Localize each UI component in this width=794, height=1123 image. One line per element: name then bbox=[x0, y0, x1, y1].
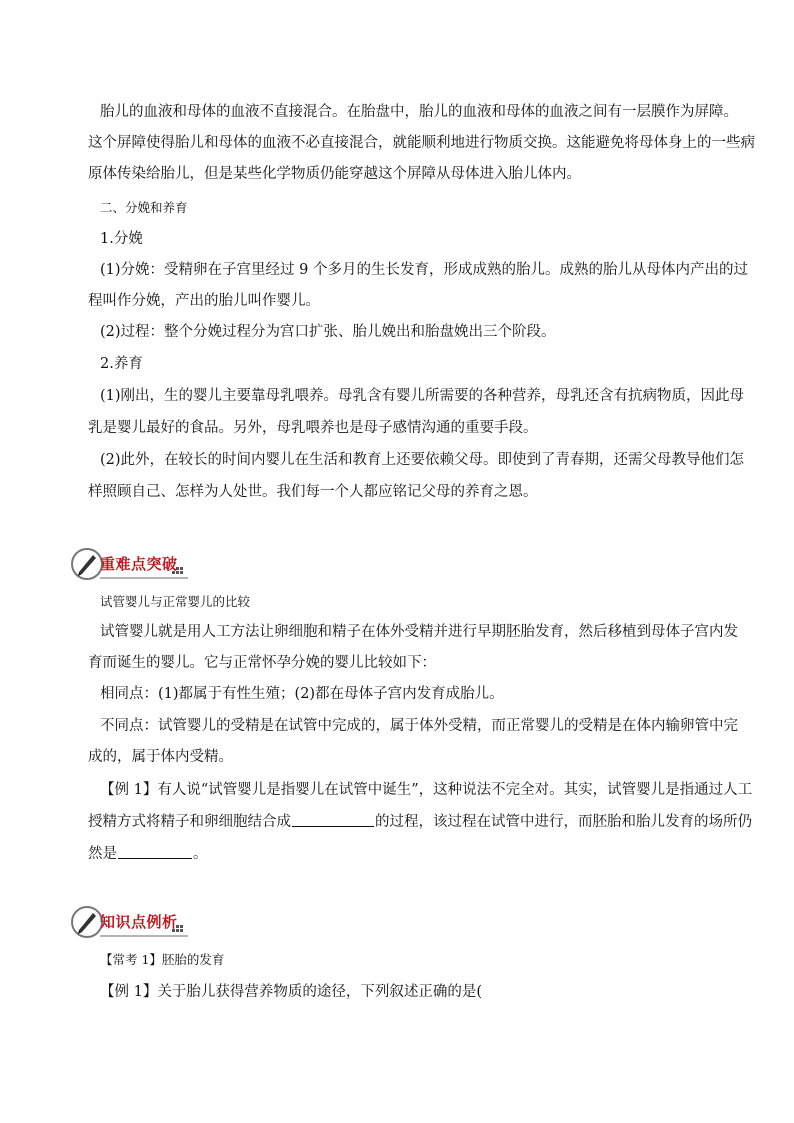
analysis-heading: 【常考 1】胚胎的发育 bbox=[100, 952, 225, 967]
intro-line-2: 这个屏障使得胎儿和母体的血液不必直接混合，就能顺利地进行物质交换。这能避免将母体身上的一些病 bbox=[88, 135, 755, 151]
nurture-1-line-1: (1)刚出，生的婴儿主要靠母乳喂养。母乳含有婴儿所需要的各种营养，母乳还含有抗病物质，因此母 bbox=[100, 388, 745, 404]
compare-para-line-2: 育而诞生的婴儿。它与正常怀孕分娩的婴儿比较如下： bbox=[88, 655, 436, 671]
example-line-2-start: 授精方式将精子和卵细胞结合成 bbox=[88, 814, 291, 830]
example-line-2 bbox=[88, 812, 752, 832]
analysis-title: 知识点例析 bbox=[100, 913, 178, 931]
answer-blank-1[interactable] bbox=[292, 812, 374, 827]
delivery-definition-line-2: 程叫作分娩，产出的胎儿叫作婴儿。 bbox=[88, 293, 320, 309]
compare-diff-line-1: 不同点：试管婴儿的受精是在试管中完成的，属于体外受精，而正常婴儿的受精是在体内输卵管中完 bbox=[100, 718, 738, 734]
subheading-nurture: 2.养育 bbox=[100, 356, 143, 372]
nurture-1-line-2: 乳是婴儿最好的食品。另外，母乳喂养也是母子感情沟通的重要手段。 bbox=[88, 420, 538, 436]
subheading-delivery: 1.分娩 bbox=[100, 231, 143, 247]
compare-para-line-1: 试管婴儿就是用人工方法让卵细胞和精子在体外受精并进行早期胚胎发育，然后移植到母体子宫内发 bbox=[100, 624, 738, 640]
intro-line-1: 胎儿的血液和母体的血液不直接混合。在胎盘中，胎儿的血液和母体的血液之间有一层膜作为屏障。 bbox=[100, 104, 738, 120]
answer-blank-2[interactable] bbox=[118, 844, 192, 859]
analysis-badge bbox=[70, 904, 194, 940]
section-heading-delivery: 二、分娩和养育 bbox=[100, 200, 188, 215]
analysis-example-line-1: 【例 1】关于胎儿获得营养物质的途径，下列叙述正确的是( bbox=[100, 984, 482, 1000]
example-line-1: 【例 1】有人说“试管婴儿是指婴儿在试管中诞生”，这种说法不完全对。其实，试管婴儿是指通过人工 bbox=[100, 782, 753, 798]
nurture-2-line-2: 样照顾自己、怎样为人处世。我们每一个人都应铭记父母的养育之恩。 bbox=[88, 484, 538, 500]
nurture-2-line-1: (2)此外，在较长的时间内婴儿在生活和教育上还要依赖父母。即使到了青春期，还需父母教导他们怎 bbox=[100, 452, 745, 468]
compare-heading: 试管婴儿与正常婴儿的比较 bbox=[100, 594, 251, 609]
delivery-process-line: (2)过程：整个分娩过程分为宫口扩张、胎儿娩出和胎盘娩出三个阶段。 bbox=[100, 324, 556, 340]
compare-same: 相同点：(1)都属于有性生殖；(2)都在母体子宫内发育成胎儿。 bbox=[100, 686, 504, 702]
compare-diff-line-2: 成的，属于体内受精。 bbox=[88, 749, 233, 765]
example-line-3-start: 然是 bbox=[88, 846, 117, 862]
example-line-3-end: 。 bbox=[193, 846, 208, 862]
delivery-definition-line-1: (1)分娩：受精卵在子宫里经过 9 个多月的生长发育，形成成熟的胎儿。成熟的胎儿从母体内产出的过 bbox=[100, 262, 748, 278]
key-points-title: 重难点突破 bbox=[100, 555, 178, 573]
example-line-3 bbox=[88, 844, 208, 864]
example-line-2-end: 的过程，该过程在试管中进行，而胚胎和胎儿发育的场所仍 bbox=[375, 814, 752, 830]
intro-line-3: 原体传染给胎儿，但是某些化学物质仍能穿越这个屏障从母体进入胎儿体内。 bbox=[88, 166, 581, 182]
key-points-badge bbox=[70, 546, 194, 582]
